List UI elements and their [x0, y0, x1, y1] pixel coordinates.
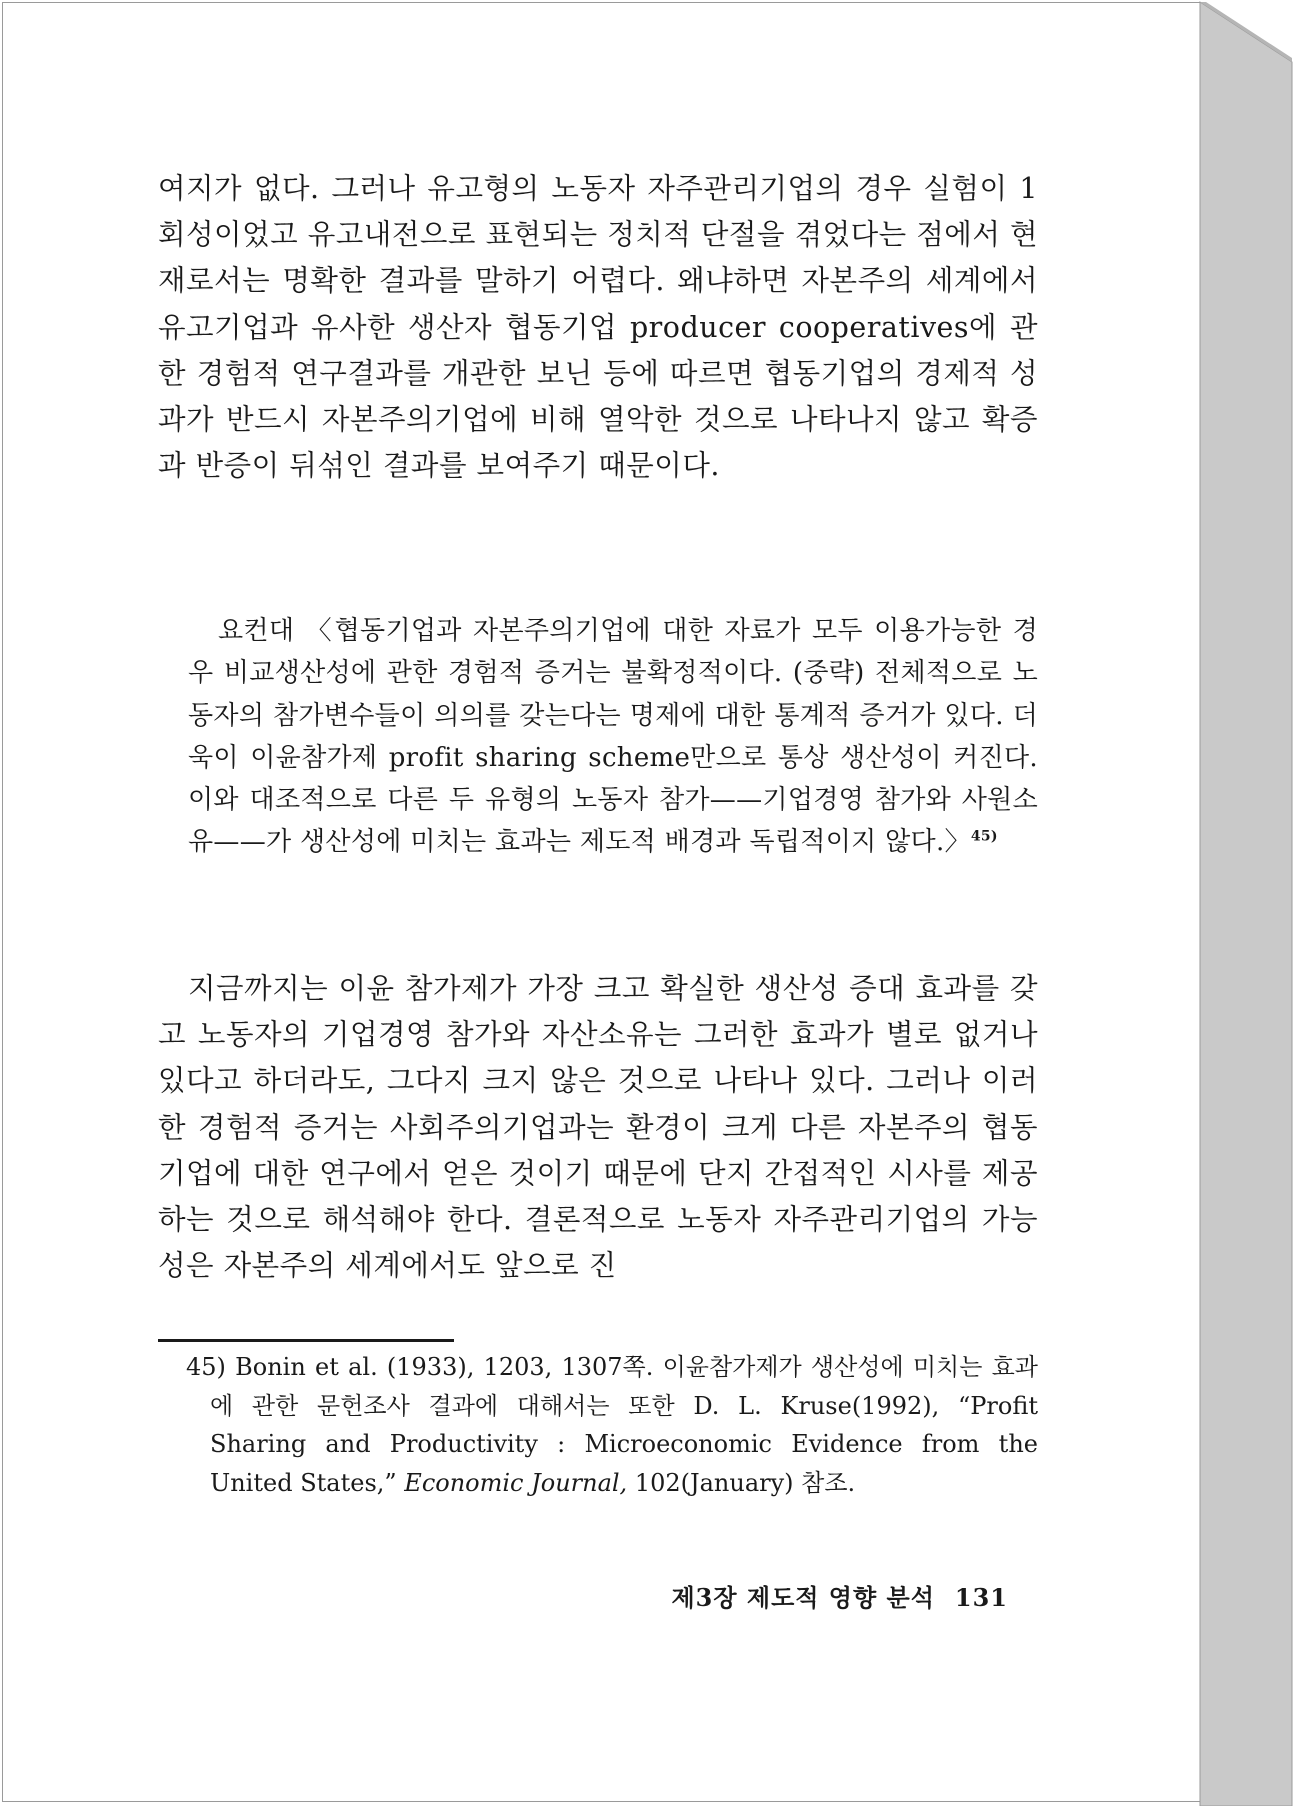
footnote-number: 45)	[186, 1353, 226, 1381]
footnote-journal-title: Economic Journal,	[404, 1468, 628, 1497]
footnote-text: Bonin et al. (1933), 1203, 1307쪽. 이윤참가제가 생산성에 미치는 효과에 관한 문헌조사 결과에 대해서는 또한 D. L. Kruse(1992), “Profit Sharing and Productivity : Microeconomic Evidence from the United States,”	[210, 1353, 1038, 1497]
footnote-45	[186, 1348, 1038, 1502]
book-edge-3d	[1196, 0, 1296, 1806]
running-footer	[0, 1578, 1008, 1613]
footnote-reference: 45)	[970, 828, 998, 845]
page-number: 131	[954, 1583, 1008, 1612]
body-paragraph-1: 여지가 없다. 그러나 유고형의 노동자 자주관리기업의 경우 실험이 1회성이었고 유고내전으로 표현되는 정치적 단절을 겪었다는 점에서 현재로서는 명확한 결과를 말하기 어렵다. 왜냐하면 자본주의 세계에서 유고기업과 유사한 생산자 협동기업 producer cooperatives에 관한 경험적 연구결과를 개관한 보닌 등에 따르면 협동기업의 경제적 성과가 반드시 자본주의기업에 비해 열악한 것으로 나타나지 않고 확증과 반증이 뒤섞인 결과를 보여주기 때문이다.	[158, 172, 1038, 483]
block-quote-text: 요컨대 〈협동기업과 자본주의기업에 대한 자료가 모두 이용가능한 경우 비교생산성에 관한 경험적 증거는 불확정적이다. (중략) 전체적으로 노동자의 참가변수들이 의의를 갖는다는 명제에 대한 통계적 증거가 있다. 더욱이 이윤참가제 profit sharing scheme만으로 통상 생산성이 커진다. 이와 대조적으로 다른 두 유형의 노동자 참가——기업경영 참가와 사원소유——가 생산성에 미치는 효과는 제도적 배경과 독립적이지 않다.〉	[188, 616, 1038, 858]
body-paragraph-2: 지금까지는 이윤 참가제가 가장 크고 확실한 생산성 증대 효과를 갖고 노동자의 기업경영 참가와 자산소유는 그러한 효과가 별로 없거나 있다고 하더라도, 그다지 크지 않은 것으로 나타나 있다. 그러나 이러한 경험적 증거는 사회주의기업과는 환경이 크게 다른 자본주의 협동기업에 대한 연구에서 얻은 것이기 때문에 단지 간접적인 시사를 제공하는 것으로 해석해야 한다. 결론적으로 노동자 자주관리기업의 가능성은 자본주의 세계에서도 앞으로 진	[158, 972, 1038, 1283]
footnote-separator	[158, 1339, 454, 1342]
block-quote	[188, 610, 1038, 864]
chapter-title: 제3장 제도적 영향 분석	[671, 1583, 935, 1612]
footnote-text-end: 102(January) 참조.	[627, 1468, 856, 1497]
